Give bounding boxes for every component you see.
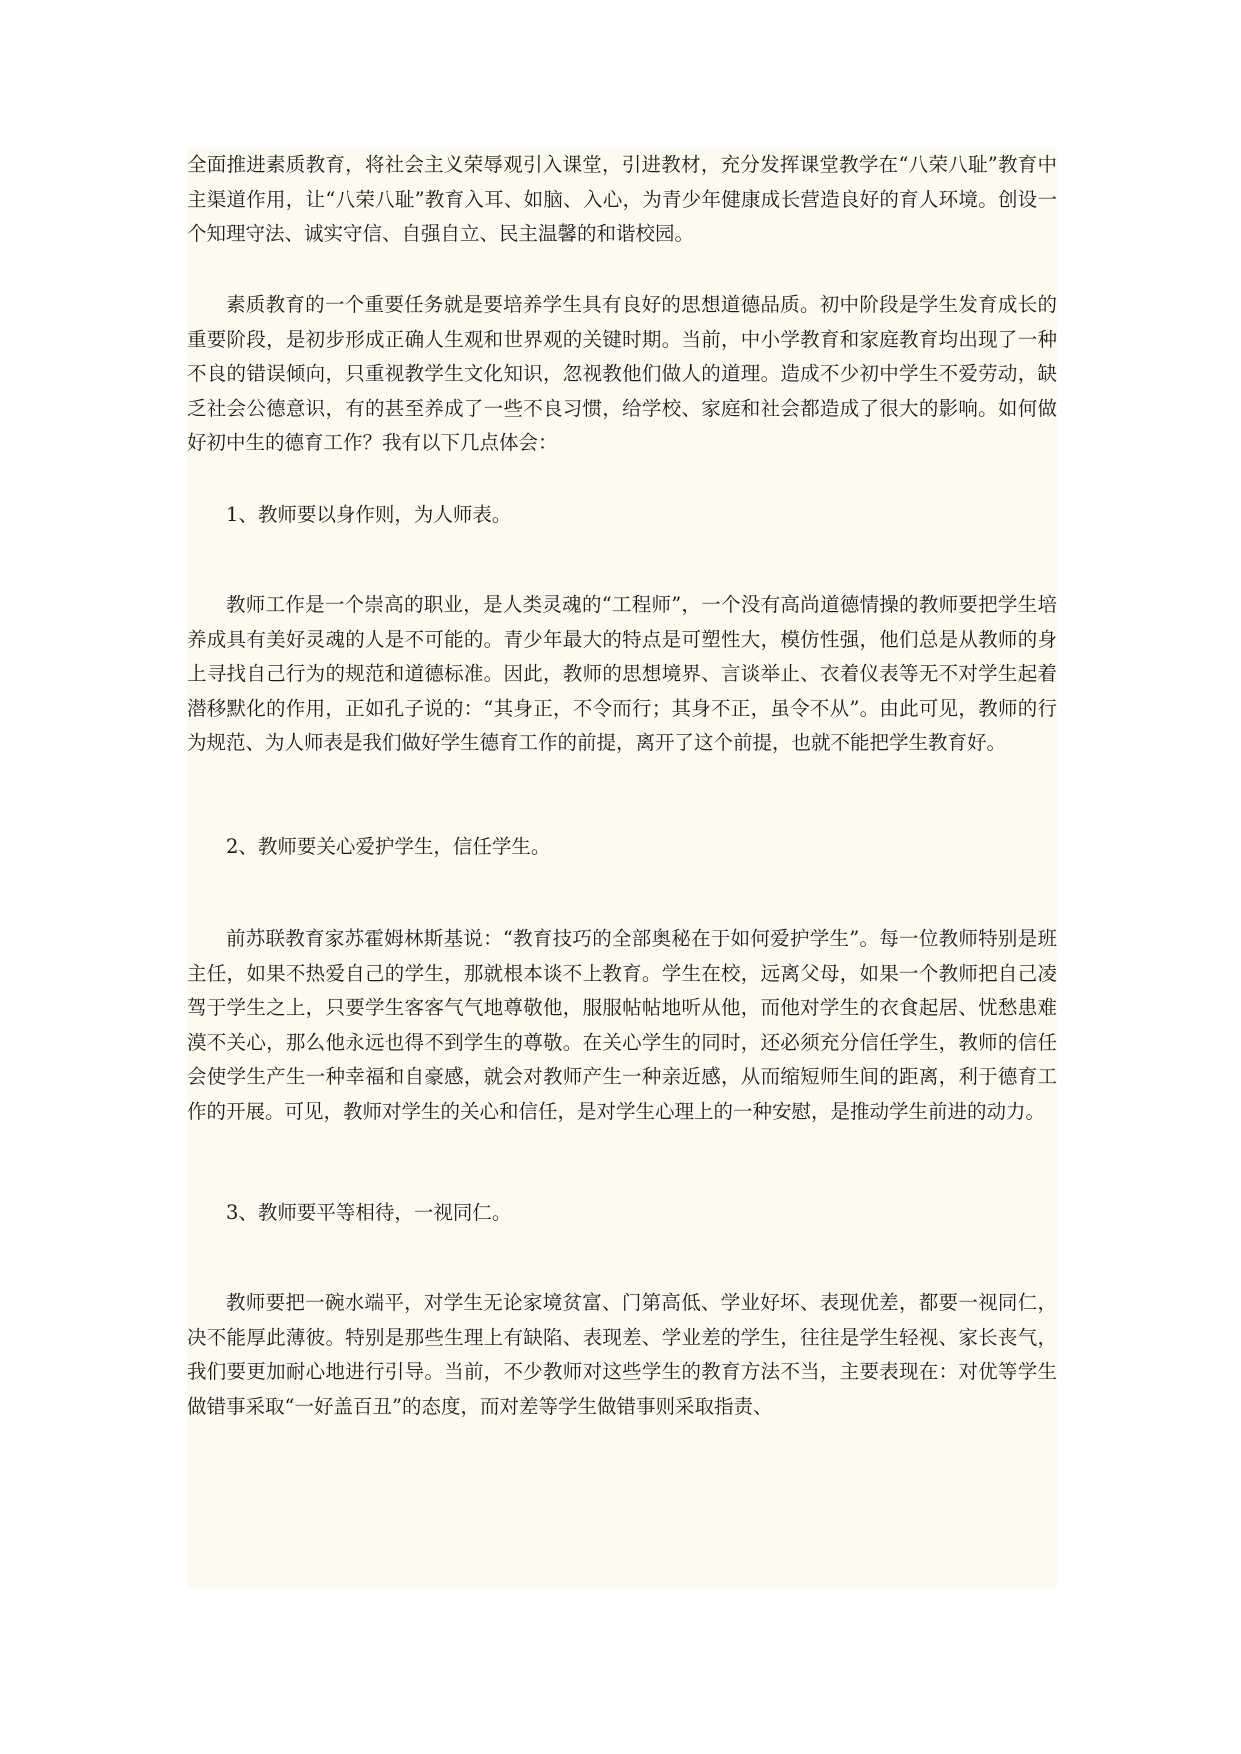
paragraph-section-1: 教师工作是一个崇高的职业，是人类灵魂的“工程师”，一个没有高尚道德情操的教师要把学生培养成具有美好灵魂的人是不可能的。青少年最大的特点是可塑性大，模仿性强，他们总是从教师的身上寻找自己行为的规范和道德标准。因此，教师的思想境界、言谈举止、衣着仪表等无不对学生起着潜移默化的作用，正如孔子说的：“其身正，不令而行；其身不正，虽令不从”。由此可见，教师的行为规范、为人师表是我们做好学生德育工作的前提，离开了这个前提，也就不能把学生教育好。: [187, 593, 1057, 755]
paragraph-section-3: 教师要把一碗水端平，对学生无论家境贫富、门第高低、学业好坏、表现优差，都要一视同仁，决不能厚此薄彼。特别是那些生理上有缺陷、表现差、学业差的学生，往往是学生轻视、家长丧气，我们要更加耐心地进行引导。当前，不少教师对这些学生的教育方法不当，主要表现在：对优等学生做错事采取“一好盖百丑”的态度，而对差等学生做错事则采取指责、: [187, 1291, 1057, 1418]
section-heading-3: 3、教师要平等相待，一视同仁。: [226, 1201, 512, 1224]
paragraph-intro: 全面推进素质教育，将社会主义荣辱观引入课堂，引进教材，充分发挥课堂教学在“八荣八耻”教育中主渠道作用，让“八荣八耻”教育入耳、如脑、入心，为青少年健康成长营造良好的育人环境。创设一个知理守法、诚实守信、自强自立、民主温馨的和谐校园。: [187, 153, 1057, 246]
paragraph-quality-education: 素质教育的一个重要任务就是要培养学生具有良好的思想道德品质。初中阶段是学生发育成长的重要阶段，是初步形成正确人生观和世界观的关键时期。当前，中小学教育和家庭教育均出现了一种不良的错误倾向，只重视教学生文化知识，忽视教他们做人的道理。造成不少初中学生不爱劳动，缺乏社会公德意识，有的甚至养成了一些不良习惯，给学校、家庭和社会都造成了很大的影响。如何做好初中生的德育工作？我有以下几点体会：: [187, 293, 1057, 455]
section-heading-2: 2、教师要关心爱护学生，信任学生。: [226, 835, 551, 858]
document-page: [187, 148, 1057, 1588]
paragraph-section-2: 前苏联教育家苏霍姆林斯基说：“教育技巧的全部奥秘在于如何爱护学生”。每一位教师特别是班主任，如果不热爱自己的学生，那就根本谈不上教育。学生在校，远离父母，如果一个教师把自己凌驾于学生之上，只要学生客客气气地尊敬他，服服帖帖地听从他，而他对学生的衣食起居、忧愁患难漠不关心，那么他永远也得不到学生的尊敬。在关心学生的同时，还必须充分信任学生，教师的信任会使学生产生一种幸福和自豪感，就会对教师产生一种亲近感，从而缩短师生间的距离，利于德育工作的开展。可见，教师对学生的关心和信任，是对学生心理上的一种安慰，是推动学生前进的动力。: [187, 927, 1057, 1123]
section-heading-1: 1、教师要以身作则，为人师表。: [226, 503, 512, 526]
